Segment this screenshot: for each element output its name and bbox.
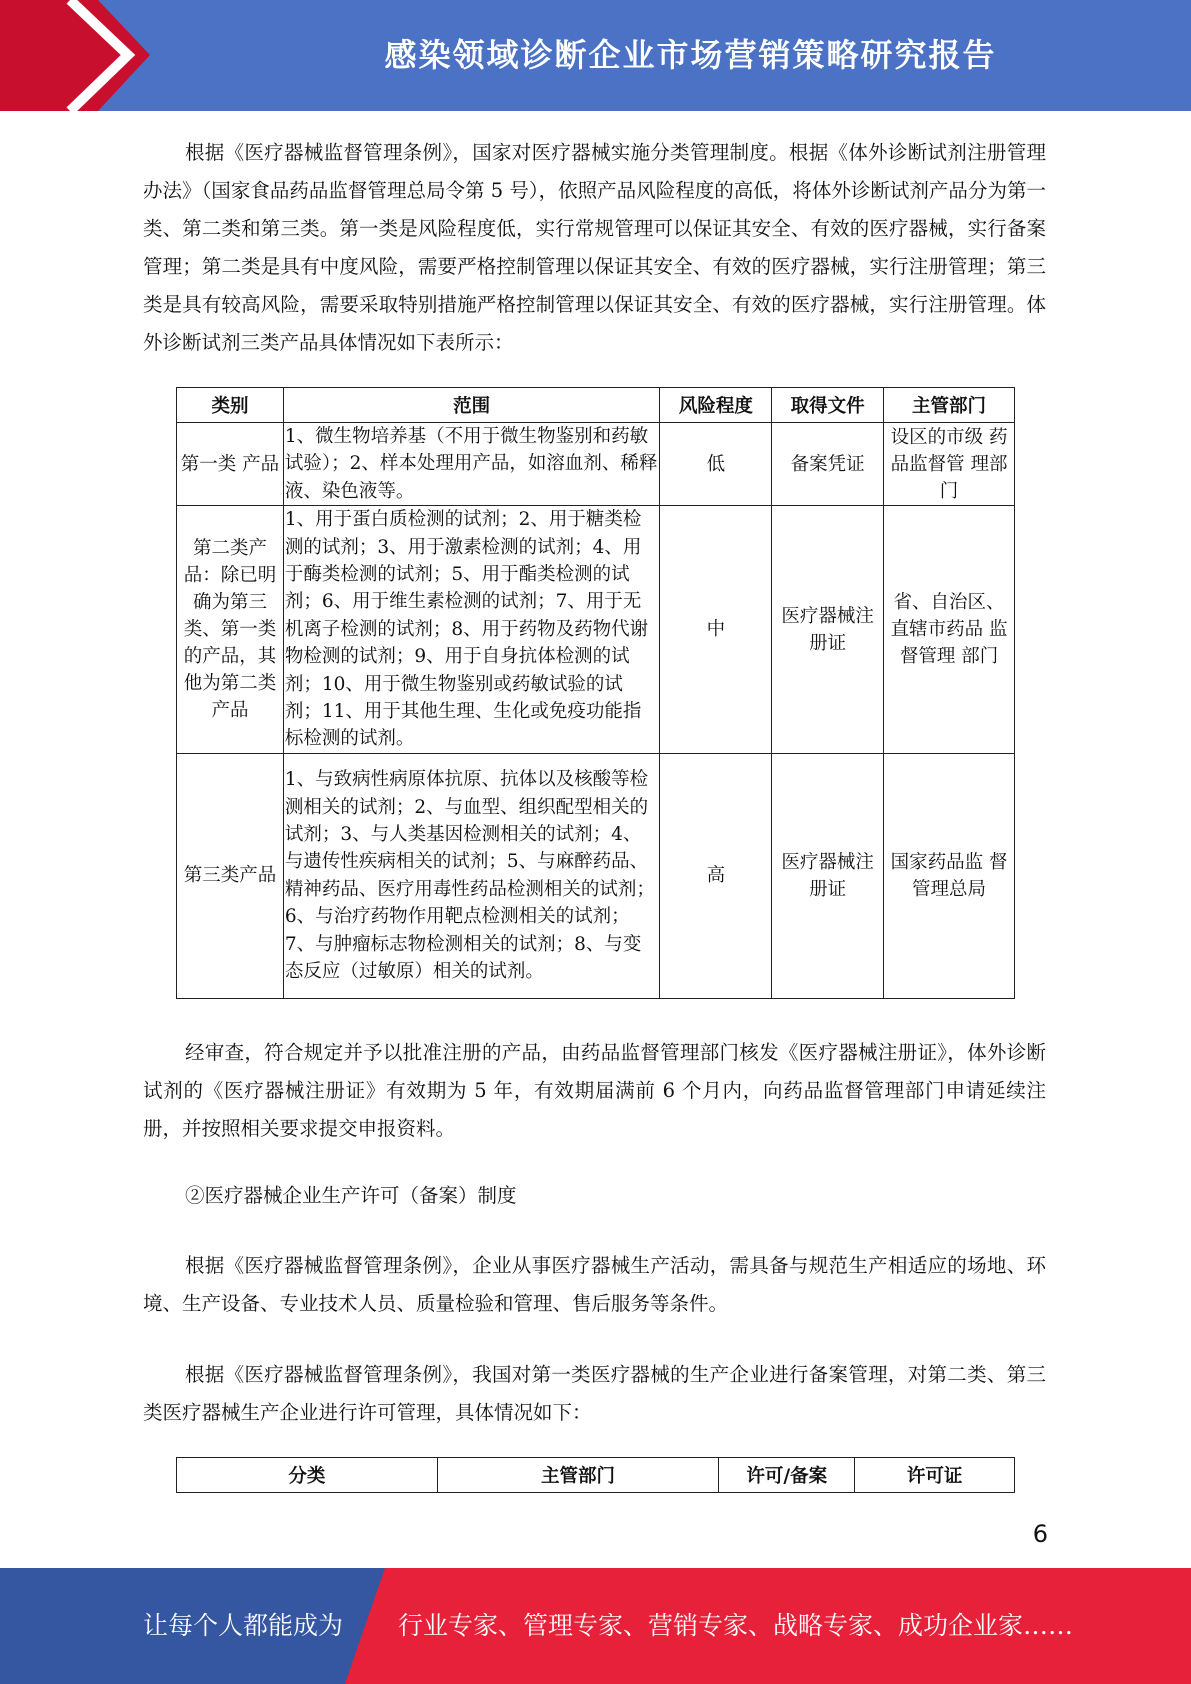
cell-authority: 省、自治区、直辖市药品 监督管理 部门: [884, 506, 1015, 754]
table-header-row: [177, 1458, 1015, 1493]
paragraph-registration: 经审查，符合规定并予以批准注册的产品，由药品监督管理部门核发《医疗器械注册证》，体外诊断试剂的《医疗器械注册证》有效期为 5 年，有效期届满前 6 个月内，向药品监督管理部门申请延续注册，并按照相关要求提交申报资料。: [143, 1041, 1046, 1140]
paragraph-classification: 根据《医疗器械监督管理条例》，国家对医疗器械实施分类管理制度。根据《体外诊断试剂注册管理办法》（国家食品药品监督管理总局令第 5 号），依照产品风险程度的高低，将体外诊断试剂产品分为第一类、第二类和第三类。第一类是风险程度低，实行常规管理可以保证其安全、有效的医疗器械，实行备案管理；第二类是具有中度风险，需要严格控制管理以保证其安全、有效的医疗器械，实行注册管理；第三类是具有较高风险，需要采取特别措施严格控制管理以保证其安全、有效的医疗器械，实行注册管理。体外诊断试剂三类产品具体情况如下表所示：: [143, 141, 1046, 354]
col-header-certificate: 许可证: [855, 1458, 1015, 1493]
cell-category: 第二类产品：除已明确为第三类、第一类的产品，其他为第二类产品: [177, 506, 284, 754]
cell-document: 备案凭证: [772, 423, 884, 506]
footer-slogan-left: 让每个人都能成为: [143, 1611, 344, 1640]
col-header-risk: 风险程度: [660, 388, 772, 423]
col-header-document: 取得文件: [772, 388, 884, 423]
footer-slogan-right: 行业专家、管理专家、营销专家、战略专家、成功企业家……: [398, 1611, 1074, 1640]
cell-document: 医疗器械注册证: [772, 506, 884, 754]
paragraph-conditions: 根据《医疗器械监督管理条例》，企业从事医疗器械生产活动，需具备与规范生产相适应的场地、环境、生产设备、专业技术人员、质量检验和管理、售后服务等条件。: [143, 1254, 1046, 1315]
cell-scope: 1、与致病性病原体抗原、抗体以及核酸等检测相关的试剂；2、与血型、组织配型相关的试剂；3、与人类基因检测相关的试剂；4、与遗传性疾病相关的试剂；5、与麻醉药品、精神药品、医疗用毒性药品检测相关的试剂；6、与治疗药物作用靶点检测相关的试剂；7、与肿瘤标志物检测相关的试剂；8、与变态反应（过敏原）相关的试剂。: [283, 753, 660, 998]
table-row: [177, 753, 1015, 998]
col-header-license-type: 许可/备案: [719, 1458, 855, 1493]
cell-risk: 中: [660, 506, 772, 754]
report-title: 感染领域诊断企业市场营销策略研究报告: [384, 36, 997, 74]
ivd-class-table: [176, 387, 1015, 999]
section-subheading: ②医疗器械企业生产许可（备案）制度: [185, 1184, 517, 1207]
cell-authority: 国家药品监 督管理总局: [884, 753, 1015, 998]
cell-scope: 1、用于蛋白质检测的试剂；2、用于糖类检测的试剂；3、用于激素检测的试剂；4、用于酶类检测的试剂；5、用于酯类检测的试剂；6、用于维生素检测的试剂；7、用于无机离子检测的试剂；8、用于药物及药物代谢物检测的试剂；9、用于自身抗体检测的试剂；10、用于微生物鉴别或药敏试验的试剂；11、用于其他生理、生化或免疫功能指标检测的试剂。: [283, 506, 660, 754]
table-row: [177, 506, 1015, 754]
page-footer: [0, 1568, 1191, 1684]
cell-risk: 高: [660, 753, 772, 998]
cell-document: 医疗器械注册证: [772, 753, 884, 998]
cell-category: 第三类产品: [177, 753, 284, 998]
table-row: [177, 423, 1015, 506]
col-header-authority: 主管部门: [884, 388, 1015, 423]
production-license-table: [176, 1457, 1015, 1493]
licensing-section: [143, 1356, 1046, 1432]
paragraph-licensing: 根据《医疗器械监督管理条例》，我国对第一类医疗器械的生产企业进行备案管理，对第二类、第三类医疗器械生产企业进行许可管理，具体情况如下：: [143, 1363, 1046, 1424]
cell-authority: 设区的市级 药品监督管 理部门: [884, 423, 1015, 506]
header-arrow-decoration: [0, 0, 150, 111]
registration-section: [143, 1034, 1046, 1148]
cell-risk: 低: [660, 423, 772, 506]
cell-scope: 1、微生物培养基（不用于微生物鉴别和药敏试验）；2、样本处理用产品，如溶血剂、稀释液、染色液等。: [283, 423, 660, 506]
subheading-section: [143, 1177, 1046, 1215]
col-header-category: 类别: [177, 388, 284, 423]
conditions-section: [143, 1247, 1046, 1323]
col-header-scope: 范围: [283, 388, 660, 423]
col-header-authority: 主管部门: [437, 1458, 719, 1493]
col-header-class: 分类: [177, 1458, 438, 1493]
page-header: [0, 0, 1191, 111]
cell-category: 第一类 产品: [177, 423, 284, 506]
intro-section: [143, 134, 1046, 362]
table-header-row: [177, 388, 1015, 423]
page-number: 6: [1032, 1520, 1048, 1548]
